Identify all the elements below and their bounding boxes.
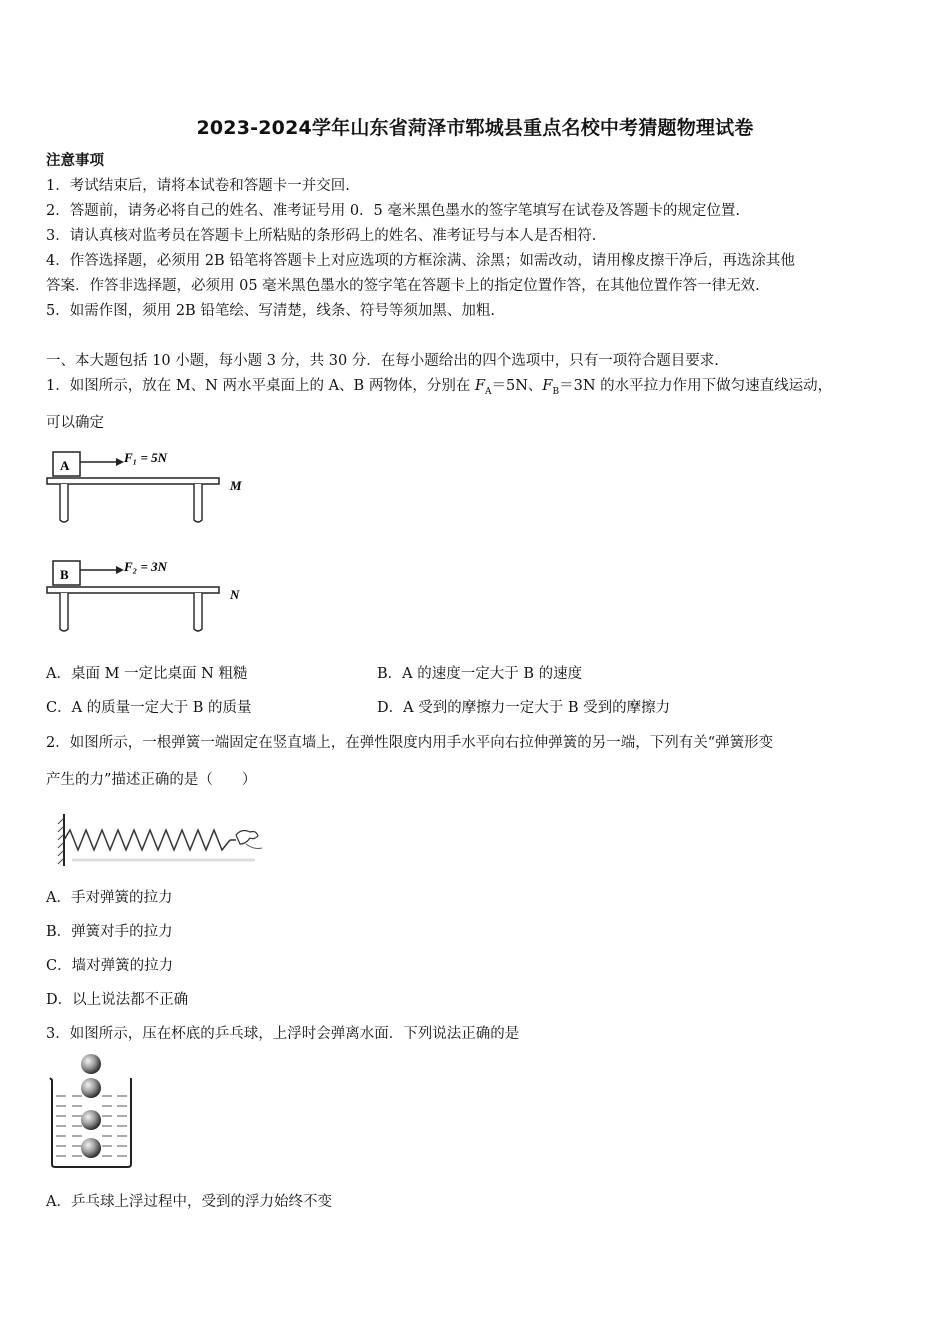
q1-option-b: B．A 的速度一定大于 B 的速度 bbox=[377, 666, 583, 682]
table-m-label: M bbox=[230, 478, 242, 493]
section-heading: 一、本大题包括 10 小题，每小题 3 分，共 30 分．在每小题给出的四个选项中，只有一项符合题目要求. bbox=[46, 353, 719, 369]
q2-option-d: D．以上说法都不正确 bbox=[46, 992, 189, 1008]
block-a-label: A bbox=[60, 458, 70, 473]
notice-item-4-cont: 答案．作答非选择题，必须用 05 毫米黑色墨水的签字笔在答题卡上的指定位置作答，在其他位置作答一律无效. bbox=[46, 278, 760, 294]
q1-stem-mid: ＝5N、 bbox=[491, 378, 543, 394]
table-m bbox=[47, 450, 242, 522]
tabletop-n bbox=[47, 587, 219, 593]
ping-pong-ball bbox=[81, 1138, 101, 1158]
q1-option-a: A．桌面 M 一定比桌面 N 粗糙 bbox=[46, 666, 248, 682]
q2-stem-cont: 产生的力”描述正确的是（ ） bbox=[46, 772, 257, 788]
table-leg bbox=[60, 484, 68, 522]
q3-figure bbox=[44, 1052, 144, 1172]
q2-figure bbox=[50, 808, 270, 870]
ping-pong-ball bbox=[81, 1078, 101, 1098]
notice-heading: 注意事项 bbox=[46, 152, 104, 169]
hand-wrist bbox=[246, 844, 262, 849]
table-leg bbox=[60, 593, 68, 631]
hand-icon bbox=[236, 831, 258, 844]
q1-force-symbol-a: F bbox=[474, 378, 485, 394]
q1-stem-cont: 可以确定 bbox=[46, 415, 104, 431]
q1-option-d: D．A 受到的摩擦力一定大于 B 受到的摩擦力 bbox=[377, 700, 671, 716]
notice-item-5: 5．如需作图，须用 2B 铅笔绘、写清楚，线条、符号等须加黑、加粗. bbox=[46, 303, 495, 319]
q1-stem bbox=[46, 376, 832, 402]
ping-pong-ball bbox=[81, 1054, 101, 1074]
force-b-label: F₂ = 3N bbox=[124, 559, 167, 574]
q2-option-b: B．弹簧对手的拉力 bbox=[46, 924, 173, 940]
arrow-head-b bbox=[116, 566, 124, 574]
q3-option-a: A．乒乓球上浮过程中，受到的浮力始终不变 bbox=[46, 1194, 332, 1210]
spring bbox=[64, 830, 230, 850]
table-n bbox=[47, 559, 240, 631]
table-n-label: N bbox=[230, 587, 240, 602]
table-leg bbox=[194, 593, 202, 631]
table-leg bbox=[194, 484, 202, 522]
notice-item-4: 4．作答选择题，必须用 2B 铅笔将答题卡上对应选项的方框涂满、涂黑；如需改动，请用橡皮擦干净后，再选涂其他 bbox=[46, 253, 795, 269]
notice-item-3: 3．请认真核对监考员在答题卡上所粘贴的条形码上的姓名、准考证号与本人是否相符. bbox=[46, 228, 597, 244]
q1-sub-a: A bbox=[485, 386, 492, 397]
q2-option-a: A．手对弹簧的拉力 bbox=[46, 890, 173, 906]
q2-option-c: C．墙对弹簧的拉力 bbox=[46, 958, 174, 974]
block-b-label: B bbox=[60, 567, 69, 582]
notice-item-1: 1．考试结束后，请将本试卷和答题卡一并交回. bbox=[46, 178, 350, 194]
tabletop-m bbox=[47, 478, 219, 484]
q1-figure bbox=[40, 446, 260, 646]
q1-stem-b: ＝3N 的水平拉力作用下做匀速直线运动， bbox=[559, 378, 833, 394]
ping-pong-ball bbox=[81, 1110, 101, 1130]
q1-sub-b: B bbox=[552, 386, 560, 397]
force-a-label: F₁ = 5N bbox=[124, 450, 167, 465]
arrow-head-a bbox=[116, 458, 124, 466]
notice-item-2: 2．答题前，请务必将自己的姓名、准考证号用 0．5 毫米黑色墨水的签字笔填写在试卷及答题卡的规定位置. bbox=[46, 203, 740, 219]
q1-force-symbol-b: F bbox=[542, 378, 553, 394]
q2-stem: 2．如图所示，一根弹簧一端固定在竖直墙上，在弹性限度内用手水平向右拉伸弹簧的另一端，下列有关“弹簧形变 bbox=[46, 735, 774, 751]
page-title: 2023-2024学年山东省菏泽市郓城县重点名校中考猜题物理试卷 bbox=[196, 117, 754, 139]
q3-stem: 3．如图所示，压在杯底的乒乓球，上浮时会弹离水面．下列说法正确的是 bbox=[46, 1026, 520, 1042]
q1-option-c: C．A 的质量一定大于 B 的质量 bbox=[46, 700, 252, 716]
q1-stem-a: 1．如图所示，放在 M、N 两水平桌面上的 A、B 两物体，分别在 bbox=[46, 378, 475, 394]
